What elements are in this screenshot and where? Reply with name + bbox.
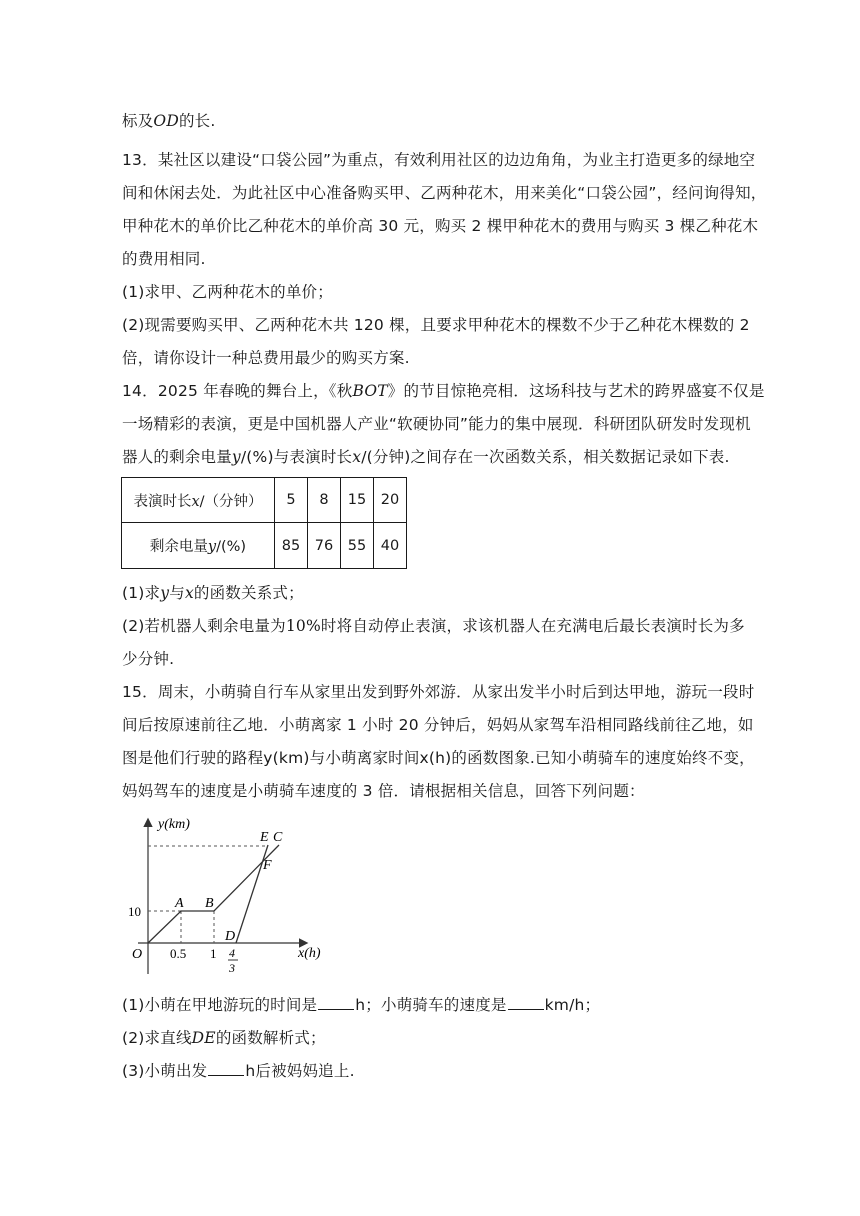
x-tick-label: 0.5 — [170, 946, 187, 961]
math-x: x — [352, 448, 362, 466]
text-span: 器人的剩余电量 — [122, 448, 232, 466]
point-label-d: D — [225, 929, 236, 944]
text-line — [122, 110, 742, 132]
text-span: /(分钟)之间存在一次函数关系，相关数据记录如下表. — [361, 448, 730, 466]
math-ten-percent: 10% — [285, 617, 321, 635]
q15-line-2: 间后按原速前往乙地．小萌离家 1 小时 20 分钟后，妈妈从家驾车沿相同路线前往乙地，如 — [122, 716, 754, 734]
text-span: /(%) — [216, 539, 247, 555]
table-cell: 20 — [374, 478, 407, 523]
q15-line-1: 15．周末，小萌骑自行车从家里出发到野外郊游．从家出发半小时后到达甲地，游玩一段时 — [122, 683, 755, 701]
text-span: h后被妈妈追上. — [245, 1062, 355, 1080]
table-cell: 40 — [374, 523, 407, 569]
text-span: h；小萌骑车的速度是 — [355, 996, 507, 1014]
q13-part-1: (1)求甲、乙两种花木的单价； — [122, 283, 333, 301]
q13-line-1: 13．某社区以建设“口袋公园”为重点，有效利用社区的边边角角，为业主打造更多的绿地空 — [122, 151, 756, 169]
q14-line-3 — [122, 446, 742, 468]
text-span: 的长. — [178, 112, 216, 130]
text-span: (2)求直线 — [122, 1029, 192, 1047]
point-label-a: A — [175, 896, 184, 911]
y-tick-label: 10 — [128, 904, 141, 919]
text-span: (1)求 — [122, 584, 161, 602]
table-header-cell — [122, 478, 275, 523]
q15-part-2 — [122, 1027, 742, 1049]
table-cell: 15 — [341, 478, 374, 523]
table-row — [122, 478, 407, 523]
answer-blank[interactable] — [208, 1061, 244, 1076]
q14-line-1 — [122, 380, 765, 402]
table-cell: 76 — [308, 523, 341, 569]
text-span: 剩余电量 — [149, 539, 208, 555]
q14-line-2: 一场精彩的表演，更是中国机器人产业“软硬协同”能力的集中展现．科研团队研发时发现机 — [122, 415, 751, 433]
q15-line-3: 图是他们行驶的路程y(km)与小萌离家时间x(h)的函数图象.已知小萌骑车的速度始终不变， — [122, 749, 755, 767]
text-span: 》的节目惊艳亮相．这场科技与艺术的跨界盛宴不仅是 — [387, 382, 765, 400]
text-span: km/h； — [544, 996, 601, 1014]
q15-part-3 — [122, 1060, 742, 1082]
distance-time-graph — [128, 812, 328, 977]
text-span: /(%)与表演时长 — [240, 448, 353, 466]
text-span: 表演时长 — [133, 493, 192, 510]
x-tick-label: 1 — [210, 946, 217, 961]
point-label-f: F — [263, 858, 272, 873]
math-x: x — [184, 584, 194, 602]
point-label-e: E — [260, 830, 269, 845]
math-x: x — [191, 493, 200, 510]
origin-label: O — [132, 947, 143, 962]
xiaomeng-path — [148, 845, 279, 943]
text-span: 与 — [169, 584, 185, 602]
q14-part-1 — [122, 582, 742, 604]
text-span: 标及 — [122, 112, 154, 130]
math-y: y — [207, 539, 217, 555]
table-cell: 8 — [308, 478, 341, 523]
math-y: y — [231, 448, 241, 466]
fraction-denominator: 3 — [229, 961, 235, 975]
point-label-c: C — [273, 830, 283, 845]
text-span: 的函数解析式； — [215, 1029, 326, 1047]
q14-part-2a — [122, 615, 745, 637]
q13-line-3: 甲种花木的单价比乙种花木的单价高 30 元，购买 2 棵甲种花木的费用与购买 3 棵乙种花木 — [122, 217, 759, 235]
text-span: /（分钟） — [199, 493, 263, 510]
q15-part-1 — [122, 994, 742, 1016]
fraction-numerator: 4 — [229, 946, 235, 960]
table-cell: 55 — [341, 523, 374, 569]
math-od: OD — [153, 112, 179, 130]
table-row — [122, 523, 407, 569]
text-span: 14．2025 年春晚的舞台上，《秋 — [122, 382, 353, 400]
q13-line-2: 间和休闲去处．为此社区中心准备购买甲、乙两种花木，用来美化“口袋公园”，经问询得知， — [122, 184, 767, 202]
q13-part-2b: 倍，请你设计一种总费用最少的购买方案. — [122, 349, 410, 367]
point-label-b: B — [205, 896, 214, 911]
table-cell: 85 — [275, 523, 308, 569]
q14-part-2b: 少分钟. — [122, 650, 175, 668]
q15-line-4: 妈妈驾车的速度是小萌骑车速度的 3 倍．请根据相关信息，回答下列问题： — [122, 782, 645, 800]
answer-blank[interactable] — [508, 995, 544, 1010]
q13-line-4: 的费用相同. — [122, 250, 206, 268]
text-span: 的函数关系式； — [193, 584, 304, 602]
table-header-cell — [122, 523, 275, 569]
text-span: (3)小萌出发 — [122, 1062, 208, 1080]
math-y: y — [160, 584, 170, 602]
data-table — [121, 477, 407, 569]
text-span: 时将自动停止表演，求该机器人在充满电后最长表演时长为多 — [320, 617, 745, 635]
math-de: DE — [191, 1029, 216, 1047]
answer-blank[interactable] — [318, 995, 354, 1010]
text-span: (1)小萌在甲地游玩的时间是 — [122, 996, 318, 1014]
table-cell: 5 — [275, 478, 308, 523]
text-span: (2)若机器人剩余电量为 — [122, 617, 286, 635]
x-axis-label: x(h) — [298, 946, 321, 961]
math-bot: BOT — [352, 382, 388, 400]
q13-part-2a: (2)现需要购买甲、乙两种花木共 120 棵，且要求甲种花木的棵数不少于乙种花木棵数的 2 — [122, 316, 750, 334]
y-axis-label: y(km) — [158, 817, 190, 832]
